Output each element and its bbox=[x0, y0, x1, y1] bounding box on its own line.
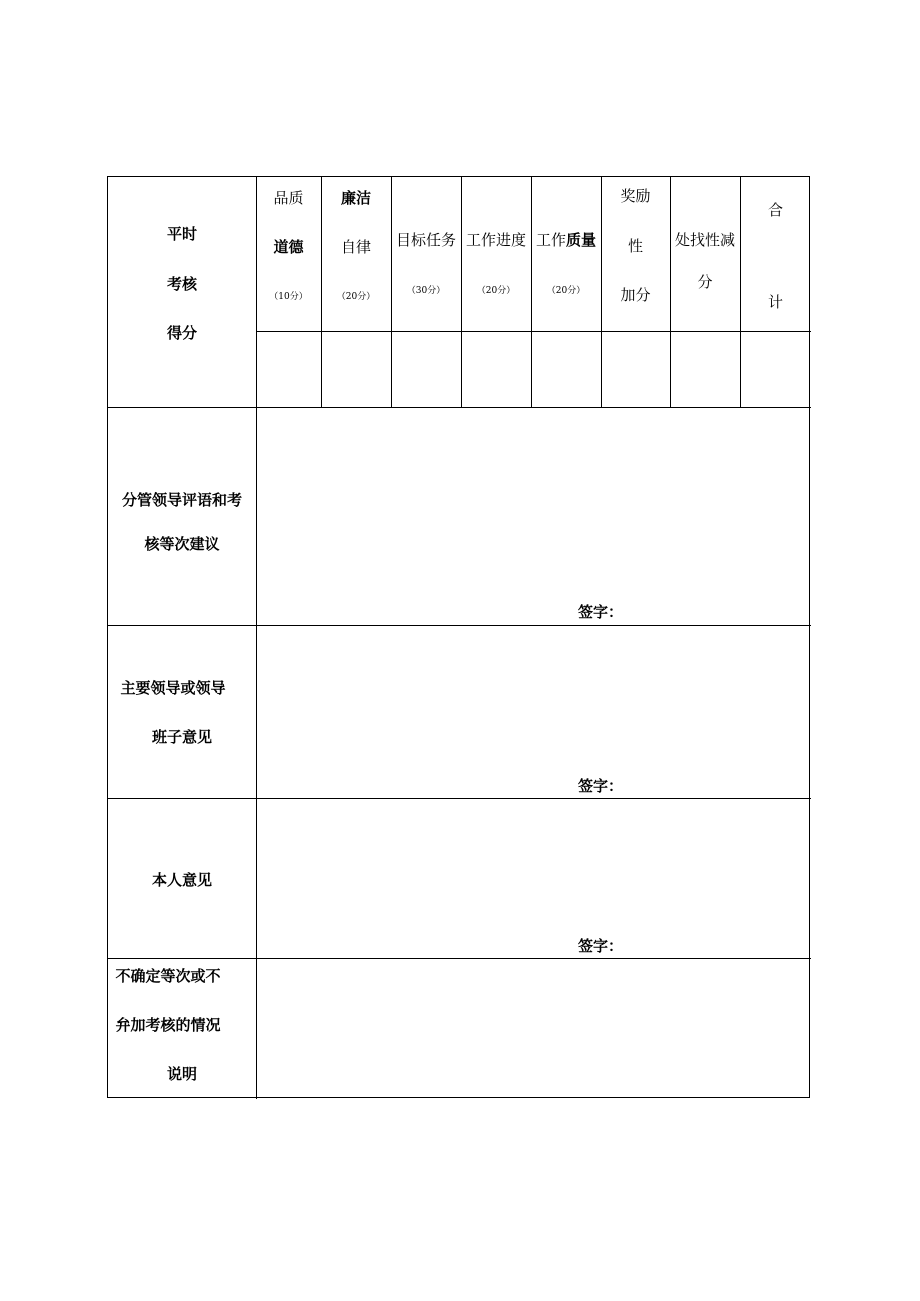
col-target-task: 目标任务 bbox=[395, 231, 456, 249]
leader-opinion-label-line: 班子意见 bbox=[151, 728, 212, 746]
col-bonus-line1: 奖励 bbox=[620, 187, 651, 205]
col-work-quality-part-bold: 质量 bbox=[566, 231, 597, 249]
self-signature-label: 签字： bbox=[578, 937, 624, 955]
score-label-line: 得分 bbox=[166, 324, 197, 342]
supervisor-comment-field[interactable] bbox=[257, 408, 811, 625]
col-integrity-line1: 廉洁 bbox=[340, 189, 371, 207]
col-work-quality-text bbox=[536, 231, 596, 249]
leader-opinion-label-line: 主要领导或领导 bbox=[120, 679, 226, 697]
col-bonus-line2: 性 bbox=[627, 237, 643, 255]
supervisor-signature-label: 签字： bbox=[578, 603, 624, 621]
col-work-quality bbox=[531, 233, 601, 248]
self-opinion-field[interactable] bbox=[257, 799, 811, 958]
col-deduction-line1: 处找性减 bbox=[674, 231, 735, 249]
supervisor-comment-label-line: 分管领导评语和考 bbox=[121, 491, 242, 509]
score-cell-moral[interactable] bbox=[257, 332, 321, 407]
col-work-progress: 工作进度 bbox=[465, 231, 526, 249]
leader-signature-label: 签字： bbox=[578, 777, 624, 795]
score-cell-bonus[interactable] bbox=[602, 332, 670, 407]
col-work-quality-points: （20分） bbox=[546, 286, 586, 296]
score-cell-integrity[interactable] bbox=[322, 332, 391, 407]
col-total-line2: 计 bbox=[767, 293, 783, 311]
undetermined-grade-field[interactable] bbox=[257, 959, 811, 1098]
score-cell-work-quality[interactable] bbox=[532, 332, 601, 407]
undetermined-grade-label-line: 说明 bbox=[166, 1065, 197, 1083]
col-bonus-line3: 加分 bbox=[620, 286, 651, 304]
undetermined-grade-label-line: 不确定等次或不 bbox=[115, 967, 221, 985]
self-opinion-label: 本人意见 bbox=[151, 871, 212, 889]
score-label-line: 平时 bbox=[166, 225, 197, 243]
col-integrity-line2: 自律 bbox=[340, 238, 371, 256]
col-work-quality-part: 工作 bbox=[535, 231, 566, 249]
score-cell-deduction[interactable] bbox=[671, 332, 740, 407]
col-moral-points: （10分） bbox=[269, 292, 308, 302]
col-target-task-points: （30分） bbox=[406, 286, 446, 296]
col-moral-line1: 品质 bbox=[273, 189, 304, 207]
score-cell-work-progress[interactable] bbox=[462, 332, 531, 407]
assessment-form bbox=[107, 176, 810, 1098]
col-work-progress-points: （20分） bbox=[476, 286, 516, 296]
col-deduction-line2: 分 bbox=[697, 273, 713, 291]
col-integrity-points: （20分） bbox=[336, 292, 376, 302]
col-moral-line2: 道德 bbox=[273, 238, 304, 256]
leader-opinion-field[interactable] bbox=[257, 626, 811, 798]
col-total-line1: 合 bbox=[767, 201, 783, 219]
supervisor-comment-label-line: 核等次建议 bbox=[144, 535, 220, 553]
score-label-line: 考核 bbox=[166, 275, 197, 293]
undetermined-grade-label-line: 弁加考核的情况 bbox=[115, 1016, 221, 1034]
score-cell-target-task[interactable] bbox=[392, 332, 461, 407]
score-cell-total[interactable] bbox=[741, 332, 811, 407]
